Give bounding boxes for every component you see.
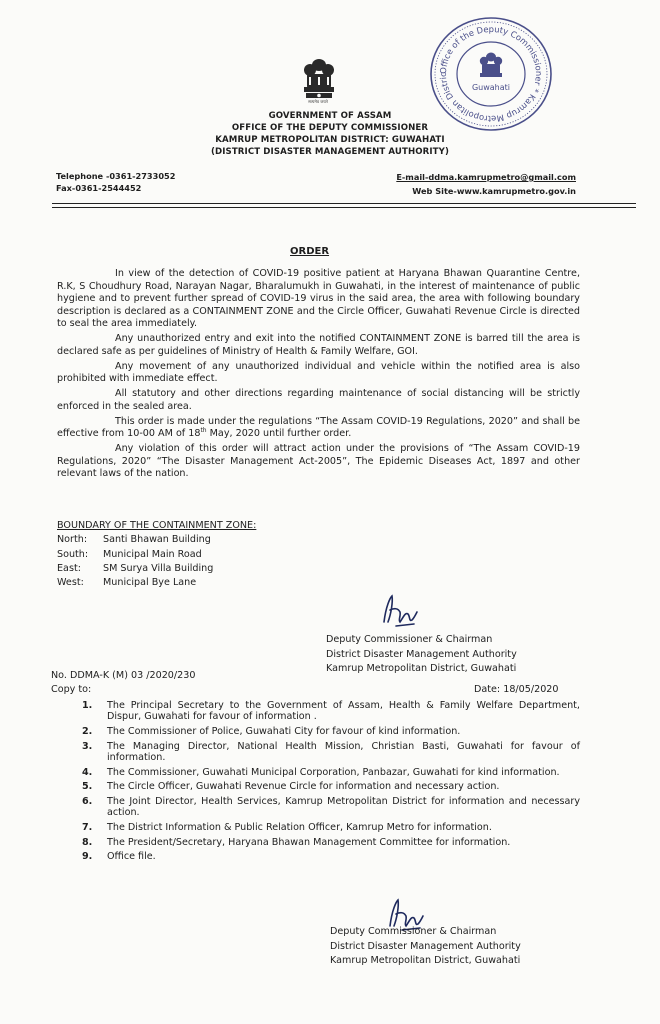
signatory-title: Deputy Commissioner & Chairman [326,634,493,645]
list-item [82,822,580,833]
svg-text:Guwahati: Guwahati [471,83,511,92]
list-item [82,781,580,792]
signatory-authority: District Disaster Management Authority [326,648,517,660]
boundary-south-value: Municipal Main Road [103,548,202,560]
boundary-south-label: South: [57,548,89,560]
signature-icon [376,592,420,632]
list-item-number: 9. [82,851,93,863]
list-item-number: 7. [82,821,93,833]
boundary-title: BOUNDARY OF THE CONTAINMENT ZONE: [57,520,257,531]
order-title: ORDER [290,246,330,257]
order-paragraph-5-text: This order is made under the regulations “The Assam COVID-19 Regulations, 2020” and shall be effective from 10-00 AM of 18 [57,415,580,440]
header-divider [52,203,636,204]
list-item-number: 1. [82,700,93,711]
boundary-north-value: Santi Bhawan Building [103,534,211,546]
order-paragraph-5 [57,416,580,441]
order-paragraph-4: All statutory and other directions regarding maintenance of social distancing will be strictly enforced in the sealed area. [57,388,580,412]
list-item [82,851,580,862]
svg-text:Office of the Deputy Commissio: Office of the Deputy Commissioner * Kamrup Metropolitan Distric [437,23,545,125]
list-item-text: The Circle Officer, Guwahati Revenue Circle for information and necessary action. [107,781,500,793]
list-item [82,700,580,722]
copy-recipient-list [82,700,580,866]
list-item [82,796,580,818]
signatory-title: Deputy Commissioner & Chairman [330,926,497,937]
header-government: GOVERNMENT OF ASSAM [268,111,392,121]
list-item-text: The District Information & Public Relation Officer, Kamrup Metro for information. [107,821,492,833]
header-office: OFFICE OF THE DEPUTY COMMISSIONER [231,123,429,133]
order-paragraph-5-text-end: May, 2020 until further order. [206,428,352,440]
list-item-number: 8. [82,836,93,848]
order-paragraph-3: Any movement of any unauthorized individual and vehicle within the notified area is also prohibited with immediate effect. [57,360,580,385]
header-divider-thin [52,207,636,208]
boundary-west-label: West: [57,577,84,589]
signatory-district: Kamrup Metropolitan District, Guwahati [326,663,517,674]
ordinal-suffix: th [200,427,207,435]
list-item [82,837,580,848]
memo-number: No. DDMA-K (M) 03 /2020/230 [51,670,196,681]
website-address: Web Site-www.kamrupmetro.gov.in [412,186,576,196]
list-item-text: The President/Secretary, Haryana Bhawan Management Committee for information. [107,836,511,848]
list-item-number: 3. [82,740,93,752]
list-item-number: 2. [82,725,93,737]
signatory-block [326,633,517,677]
order-date: Date: 18/05/2020 [474,684,559,695]
list-item [82,726,580,737]
boundary-south [57,548,256,562]
signatory-district: Kamrup Metropolitan District, Guwahati [330,955,521,966]
boundary-east-value: SM Surya Villa Building [103,562,214,574]
containment-zone-boundary [57,519,256,590]
telephone-number: Telephone -0361-2733052 [56,171,176,181]
copy-to-label: Copy to: [51,684,92,695]
boundary-north [57,533,256,547]
boundary-west [57,576,256,590]
list-item-text: The Principal Secretary to the Government of Assam, Health & Family Welfare Department, Dispur, Guwahati for favour of information . [107,700,580,723]
order-body [57,268,580,484]
order-paragraph-2: Any unauthorized entry and exit into the notified CONTAINMENT ZONE is barred till the area is declared safe as per guidelines of Ministry of Health & Family Welfare, GOI. [57,333,580,357]
email-address: E-mail-ddma.kamrupmetro@gmail.com [396,172,576,182]
list-item-number: 5. [82,781,93,793]
boundary-east [57,562,256,576]
order-paragraph-6: Any violation of this order will attract action under the provisions of “The Assam COVID-19 Regulations, 2020” “The Disaster Management Act-2005”, The Epidemic Diseases Act, 1897 and other relevant laws of the nation. [57,443,580,480]
list-item-number: 6. [82,795,93,807]
fax-number: Fax-0361-2544452 [56,183,142,193]
header-authority: (DISTRICT DISASTER MANAGEMENT AUTHORITY) [211,147,449,157]
boundary-east-label: East: [57,562,81,574]
emblem-caption: सत्यमेव जयते [308,99,328,104]
signatory-block-bottom [330,925,521,969]
list-item-text: Office file. [107,851,156,863]
list-item-text: The Managing Director, National Health Mission, Christian Basti, Guwahati for favour of information. [107,740,580,763]
list-item [82,767,580,778]
list-item [82,741,580,763]
list-item-number: 4. [82,766,93,778]
signatory-authority: District Disaster Management Authority [330,940,521,952]
list-item-text: The Commissioner, Guwahati Municipal Corporation, Panbazar, Guwahati for kind information. [107,766,560,778]
header-district: KAMRUP METROPOLITAN DISTRICT: GUWAHATI [215,135,445,145]
order-paragraph-1: In view of the detection of COVID-19 positive patient at Haryana Bhawan Quarantine Centre, R.K, S Choudhury Road, Narayan Nagar, Bharalumukh in Guwahati, in the interest of maintenance of public hygiene and to prevent further spread of COVID-19 virus in the said area, the area with following boundary description is declared as a CONTAINMENT ZONE and the Circle Officer, Guwahati Revenue Circle is directed to seal the area immediately. [57,268,580,329]
boundary-north-label: North: [57,534,88,546]
list-item-text: The Joint Director, Health Services, Kamrup Metropolitan District for information and necessary action. [107,795,580,819]
boundary-west-value: Municipal Bye Lane [103,577,197,589]
list-item-text: The Commissioner of Police, Guwahati City for favour of kind information. [107,725,461,737]
